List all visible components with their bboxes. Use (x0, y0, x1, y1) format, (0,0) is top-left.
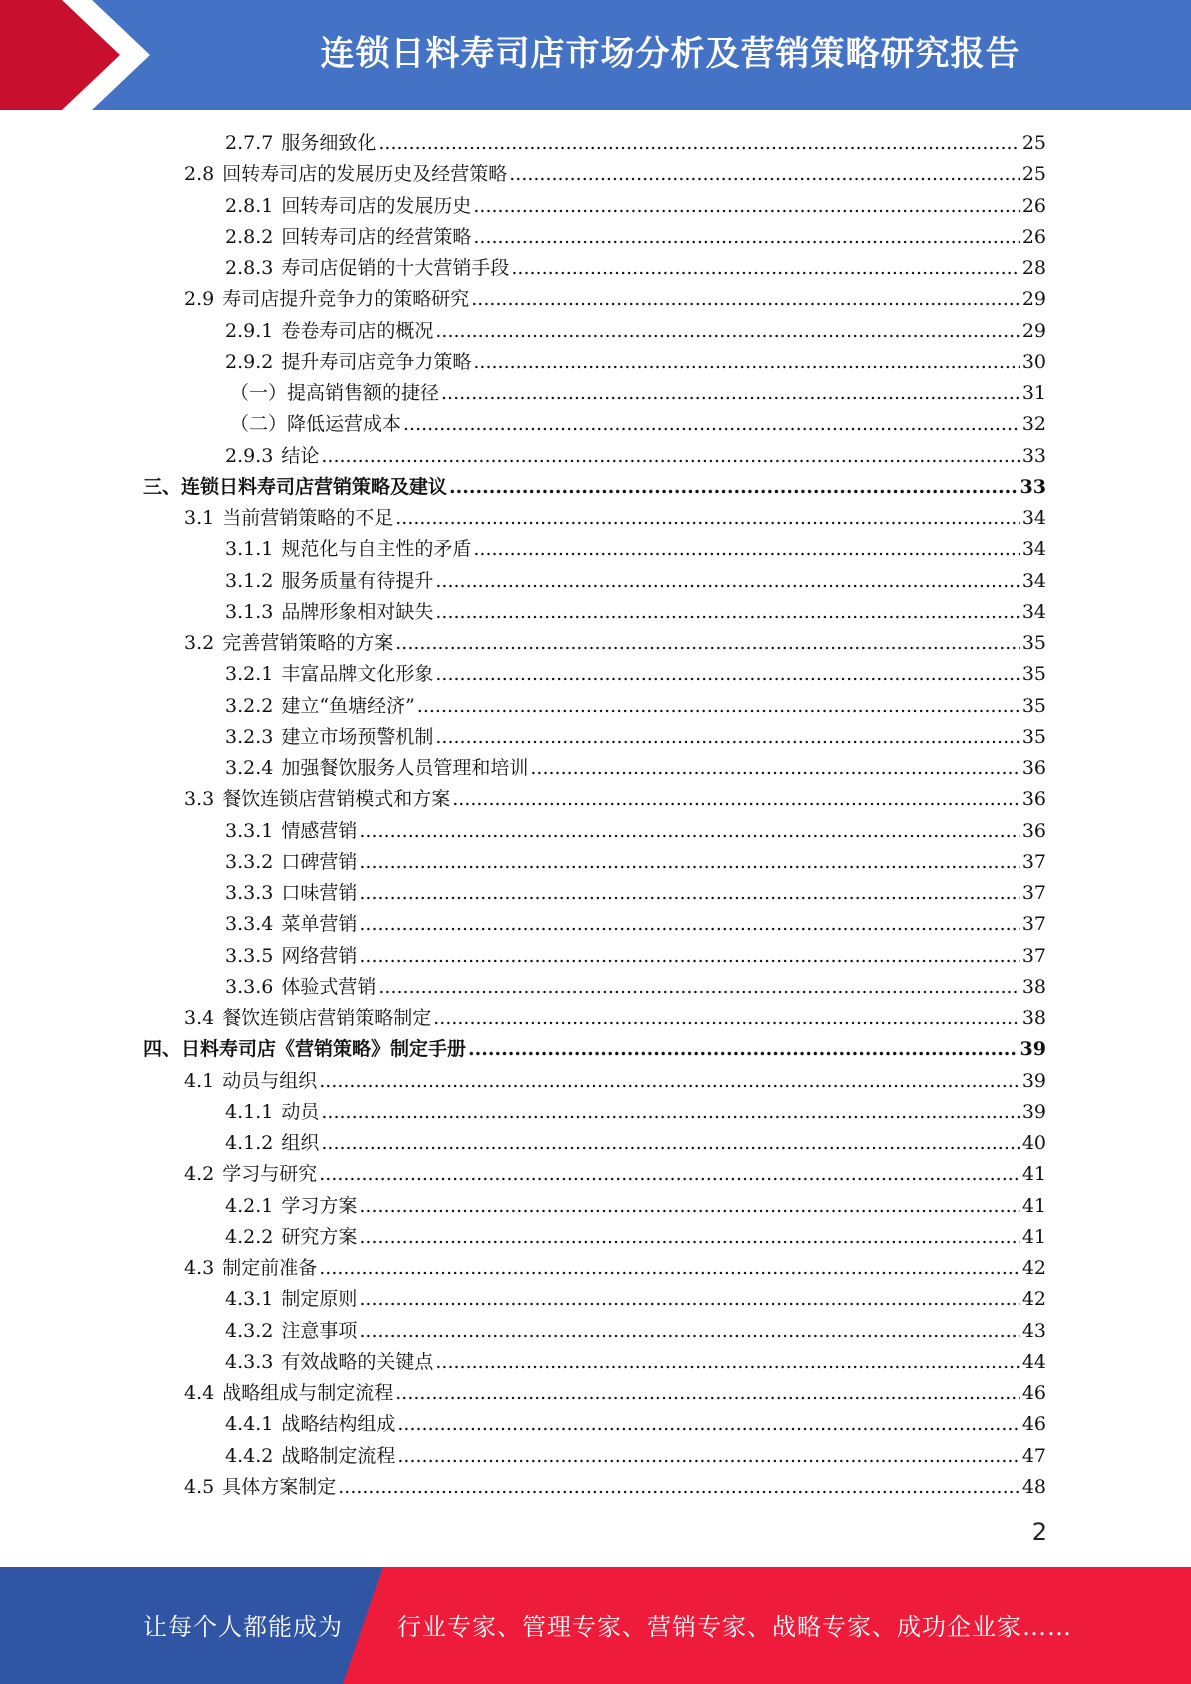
toc-entry[interactable] (225, 441, 1046, 471)
toc-entry-number: 2.7.7 (225, 132, 274, 154)
toc-dot-leader (321, 1097, 1019, 1127)
toc-dot-leader (359, 1191, 1019, 1221)
toc-entry[interactable] (184, 1003, 1046, 1033)
toc-entry-title: 餐饮连锁店营销策略制定 (222, 1007, 432, 1029)
toc-dot-leader (433, 1003, 1020, 1033)
toc-entry-number: 3.3.1 (225, 819, 274, 842)
toc-entry-page: 46 (1021, 1413, 1046, 1436)
toc-entry-page: 42 (1021, 1257, 1046, 1279)
toc-entry-title: 体验式营销 (281, 975, 377, 998)
toc-dot-leader (359, 847, 1019, 877)
toc-entry-page: 31 (1021, 382, 1046, 404)
toc-entry-page: 44 (1021, 1350, 1046, 1373)
toc-entry[interactable] (184, 1253, 1046, 1283)
toc-entry-title: 服务细致化 (281, 132, 377, 154)
toc-dot-leader (321, 441, 1019, 471)
toc-entry-page: 36 (1021, 757, 1046, 779)
toc-entry-page: 41 (1021, 1163, 1046, 1186)
toc-entry[interactable] (225, 847, 1046, 877)
toc-entry-page: 33 (1019, 475, 1046, 498)
toc-entry[interactable] (225, 691, 1046, 721)
toc-entry[interactable] (225, 1347, 1046, 1377)
toc-entry-title: 动员 (281, 1100, 320, 1123)
toc-entry-page: 34 (1021, 569, 1046, 592)
toc-entry-page: 46 (1021, 1382, 1046, 1404)
toc-entry-number: 3.2 (184, 632, 215, 654)
toc-entry-title: 规范化与自主性的矛盾 (281, 538, 472, 561)
toc-entry-page: 38 (1021, 975, 1046, 998)
toc-dot-leader (435, 722, 1019, 752)
toc-dot-leader (435, 566, 1019, 596)
toc-dot-leader (359, 878, 1019, 908)
toc-entry[interactable] (225, 1316, 1046, 1346)
toc-entry-number: 2.9 (184, 288, 215, 311)
toc-entry-number: 3.3.3 (225, 882, 274, 904)
toc-entry-number: 3.1 (184, 507, 215, 529)
toc-dot-leader (511, 253, 1019, 283)
toc-entry-page: 34 (1021, 538, 1046, 561)
toc-entry-title: 回转寿司店的发展历史 (281, 194, 472, 217)
toc-entry-page: 28 (1021, 257, 1046, 279)
toc-entry[interactable] (225, 659, 1046, 689)
toc-entry-page: 39 (1021, 1100, 1046, 1123)
toc-entry[interactable] (184, 159, 1046, 189)
toc-dot-leader (417, 691, 1020, 721)
toc-entry-number: 3.2.1 (225, 663, 274, 686)
toc-entry[interactable] (184, 1378, 1046, 1408)
toc-dot-leader (452, 784, 1020, 814)
toc-entry-title: 口碑营销 (281, 850, 358, 873)
toc-entry-title: 三、连锁日料寿司店营销策略及建议 (143, 475, 448, 498)
toc-dot-leader (319, 1253, 1020, 1283)
toc-entry-page: 37 (1021, 850, 1046, 873)
toc-entry[interactable] (225, 1097, 1046, 1127)
toc-entry-number: 2.9.1 (225, 319, 274, 342)
toc-entry-title: 注意事项 (281, 1319, 358, 1342)
toc-entry[interactable] (184, 1066, 1046, 1096)
toc-entry[interactable] (225, 222, 1046, 252)
toc-entry[interactable] (184, 1159, 1046, 1189)
toc-entry-number: 4.2.2 (225, 1225, 274, 1248)
toc-entry-page: 47 (1021, 1444, 1046, 1467)
toc-entry[interactable] (225, 597, 1046, 627)
toc-entry-number: 4.2 (184, 1163, 215, 1186)
toc-entry[interactable] (230, 378, 1046, 408)
page-number: 2 (1031, 1518, 1047, 1546)
toc-entry-title: 餐饮连锁店营销模式和方案 (222, 788, 451, 811)
toc-dot-leader (395, 503, 1020, 533)
toc-entry-page: 35 (1021, 725, 1046, 748)
toc-entry-page: 35 (1021, 663, 1046, 686)
toc-entry-title: 学习方案 (281, 1194, 358, 1217)
toc-entry-page: 36 (1021, 788, 1046, 811)
toc-entry-page: 29 (1021, 288, 1046, 311)
toc-entry[interactable] (225, 722, 1046, 752)
toc-entry[interactable] (225, 1128, 1046, 1158)
toc-entry-number: 2.8.1 (225, 194, 274, 217)
toc-entry[interactable] (225, 753, 1046, 783)
toc-entry[interactable] (225, 878, 1046, 908)
toc-entry-number: 3.3.4 (225, 913, 274, 936)
toc-entry-page: 36 (1021, 819, 1046, 842)
toc-entry-page: 42 (1021, 1288, 1046, 1311)
toc-entry-number: 4.1.1 (225, 1100, 274, 1123)
toc-entry[interactable] (225, 1284, 1046, 1314)
toc-dot-leader (471, 284, 1020, 314)
page-header (0, 0, 1191, 110)
toc-entry-title: 网络营销 (281, 944, 358, 967)
toc-entry-number: 4.2.1 (225, 1194, 274, 1217)
toc-entry-title: 寿司店促销的十大营销手段 (281, 257, 510, 279)
toc-entry-page: 39 (1019, 1038, 1046, 1061)
report-title: 连锁日料寿司店市场分析及营销策略研究报告 (320, 34, 1021, 74)
toc-entry-title: 动员与组织 (222, 1069, 318, 1092)
toc-dot-leader (473, 534, 1019, 564)
toc-entry[interactable] (225, 1222, 1046, 1252)
toc-entry[interactable] (225, 972, 1046, 1002)
toc-entry-title: 情感营销 (281, 819, 358, 842)
toc-dot-leader (359, 909, 1019, 939)
toc-dot-leader (435, 597, 1019, 627)
toc-entry-title: 制定原则 (281, 1288, 358, 1311)
toc-dot-leader (378, 972, 1019, 1002)
toc-dot-leader (435, 659, 1019, 689)
toc-dot-leader (449, 472, 1018, 502)
toc-dot-leader (509, 159, 1020, 189)
toc-dot-leader (395, 628, 1020, 658)
toc-entry[interactable] (225, 909, 1046, 939)
toc-entry-number: 3.4 (184, 1007, 215, 1029)
toc-entry[interactable] (225, 534, 1046, 564)
toc-entry-title: （二）降低运营成本 (230, 413, 402, 436)
toc-entry-number: 3.3.5 (225, 944, 274, 967)
toc-entry-title: 完善营销策略的方案 (222, 632, 394, 654)
toc-entry[interactable] (184, 503, 1046, 533)
toc-entry-page: 30 (1021, 350, 1046, 373)
toc-dot-leader (468, 1034, 1018, 1064)
toc-dot-leader (319, 1066, 1020, 1096)
toc-entry[interactable] (143, 472, 1046, 502)
footer-slogan-left: 让每个人都能成为 (143, 1613, 343, 1641)
toc-entry-page: 32 (1021, 413, 1046, 436)
toc-entry-page: 35 (1021, 694, 1046, 717)
toc-entry-number: 4.5 (184, 1475, 215, 1498)
toc-dot-leader (397, 1441, 1019, 1471)
toc-entry-number: 4.3.2 (225, 1319, 274, 1342)
toc-entry-page: 39 (1021, 1069, 1046, 1092)
toc-dot-leader (435, 1347, 1019, 1377)
toc-dot-leader (359, 1316, 1019, 1346)
toc-entry-number: 3.2.2 (225, 694, 274, 717)
toc-entry[interactable] (184, 284, 1046, 314)
toc-entry-page: 43 (1021, 1319, 1046, 1342)
toc-entry[interactable] (225, 941, 1046, 971)
toc-entry-page: 40 (1021, 1132, 1046, 1154)
toc-dot-leader (319, 1159, 1020, 1189)
toc-entry-number: 3.3.2 (225, 850, 274, 873)
toc-entry-number: 4.1 (184, 1069, 215, 1092)
toc-dot-leader (435, 316, 1019, 346)
toc-entry-title: 建立市场预警机制 (281, 725, 434, 748)
toc-entry[interactable] (225, 191, 1046, 221)
toc-entry[interactable] (184, 1472, 1046, 1502)
toc-entry-number: 4.4 (184, 1382, 215, 1404)
toc-entry-page: 26 (1021, 194, 1046, 217)
toc-entry[interactable] (225, 1409, 1046, 1439)
toc-entry[interactable] (225, 1441, 1046, 1471)
toc-entry-page: 38 (1021, 1007, 1046, 1029)
toc-dot-leader (338, 1472, 1020, 1502)
toc-entry[interactable] (225, 1191, 1046, 1221)
toc-entry-title: 卷卷寿司店的概况 (281, 319, 434, 342)
toc-entry-title: 制定前准备 (222, 1257, 318, 1279)
toc-entry-title: 研究方案 (281, 1225, 358, 1248)
toc-entry[interactable] (225, 253, 1046, 283)
toc-dot-leader (473, 191, 1019, 221)
toc-dot-leader (397, 1409, 1019, 1439)
toc-entry-title: 丰富品牌文化形象 (281, 663, 434, 686)
toc-entry-page: 37 (1021, 944, 1046, 967)
toc-entry-page: 41 (1021, 1194, 1046, 1217)
toc-entry-title: 战略组成与制定流程 (222, 1382, 394, 1404)
toc-entry[interactable] (225, 347, 1046, 377)
toc-entry[interactable] (225, 816, 1046, 846)
toc-entry-title: 加强餐饮服务人员管理和培训 (281, 757, 529, 779)
toc-entry-page: 25 (1021, 132, 1046, 154)
toc-entry[interactable] (225, 128, 1046, 158)
toc-entry-number: 2.8.3 (225, 257, 274, 279)
toc-dot-leader (359, 1284, 1019, 1314)
toc-entry-number: 4.3.3 (225, 1350, 274, 1373)
toc-entry-title: 品牌形象相对缺失 (281, 600, 434, 623)
toc-dot-leader (403, 409, 1020, 439)
toc-entry[interactable] (225, 316, 1046, 346)
toc-entry-number: 4.3 (184, 1257, 215, 1279)
toc-entry-title: 学习与研究 (222, 1163, 318, 1186)
toc-entry-page: 29 (1021, 319, 1046, 342)
toc-entry-page: 35 (1021, 632, 1046, 654)
toc-dot-leader (395, 1378, 1020, 1408)
toc-entry-page: 25 (1021, 163, 1046, 186)
toc-entry-number: 3.2.3 (225, 725, 274, 748)
toc-entry-number: 4.1.2 (225, 1132, 274, 1154)
toc-entry[interactable] (230, 409, 1046, 439)
toc-entry-page: 34 (1021, 600, 1046, 623)
toc-entry-title: 战略制定流程 (281, 1444, 396, 1467)
toc-dot-leader (321, 1128, 1019, 1158)
toc-dot-leader (473, 222, 1019, 252)
toc-entry-page: 41 (1021, 1225, 1046, 1248)
toc-entry-title: 有效战略的关键点 (281, 1350, 434, 1373)
toc-entry-number: 3.1.1 (225, 538, 274, 561)
toc-entry-page: 26 (1021, 225, 1046, 248)
toc-entry-title: 寿司店提升竞争力的策略研究 (222, 288, 470, 311)
toc-entry-number: 2.8 (184, 163, 215, 186)
toc-entry[interactable] (143, 1034, 1046, 1064)
toc-entry-title: 具体方案制定 (222, 1475, 337, 1498)
toc-entry[interactable] (184, 784, 1046, 814)
toc-dot-leader (359, 816, 1019, 846)
toc-entry-title: 四、日料寿司店《营销策略》制定手册 (143, 1038, 467, 1061)
toc-entry-title: 当前营销策略的不足 (222, 507, 394, 529)
toc-dot-leader (378, 128, 1019, 158)
toc-entry-number: 4.4.1 (225, 1413, 274, 1436)
toc-dot-leader (441, 378, 1020, 408)
toc-entry-title: 口味营销 (281, 882, 358, 904)
toc-entry-title: 回转寿司店的经营策略 (281, 225, 472, 248)
toc-entry[interactable] (225, 566, 1046, 596)
page-footer (0, 1567, 1191, 1684)
toc-entry-title: 战略结构组成 (281, 1413, 396, 1436)
toc-entry-page: 48 (1021, 1475, 1046, 1498)
toc-entry-number: 2.8.2 (225, 225, 274, 248)
toc-entry-number: 2.9.3 (225, 444, 274, 467)
toc-entry-number: 3.1.3 (225, 600, 274, 623)
toc-entry-title: 提升寿司店竞争力策略 (281, 350, 472, 373)
footer-slogan-right: 行业专家、管理专家、营销专家、战略专家、成功企业家…… (397, 1613, 1072, 1641)
toc-dot-leader (359, 941, 1019, 971)
toc-entry-page: 37 (1021, 882, 1046, 904)
toc-entry-title: 回转寿司店的发展历史及经营策略 (222, 163, 508, 186)
toc-entry-number: 3.2.4 (225, 757, 274, 779)
toc-entry-title: 建立“鱼塘经济” (281, 694, 415, 717)
toc-entry-number: 2.9.2 (225, 350, 274, 373)
toc-entry-title: 菜单营销 (281, 913, 358, 936)
toc-entry-title: 服务质量有待提升 (281, 569, 434, 592)
toc-entry-page: 33 (1021, 444, 1046, 467)
toc-entry-number: 3.3 (184, 788, 215, 811)
toc-dot-leader (473, 347, 1019, 377)
toc-entry[interactable] (184, 628, 1046, 658)
toc-entry-title: （一）提高销售额的捷径 (230, 382, 440, 404)
toc-entry-number: 3.3.6 (225, 975, 274, 998)
toc-entry-page: 34 (1021, 507, 1046, 529)
toc-entry-number: 4.4.2 (225, 1444, 274, 1467)
toc-entry-number: 4.3.1 (225, 1288, 274, 1311)
toc-entry-page: 37 (1021, 913, 1046, 936)
toc-dot-leader (359, 1222, 1019, 1252)
toc-entry-title: 组织 (281, 1132, 320, 1154)
toc-entry-title: 结论 (281, 444, 320, 467)
toc-entry-number: 3.1.2 (225, 569, 274, 592)
toc-dot-leader (530, 753, 1019, 783)
